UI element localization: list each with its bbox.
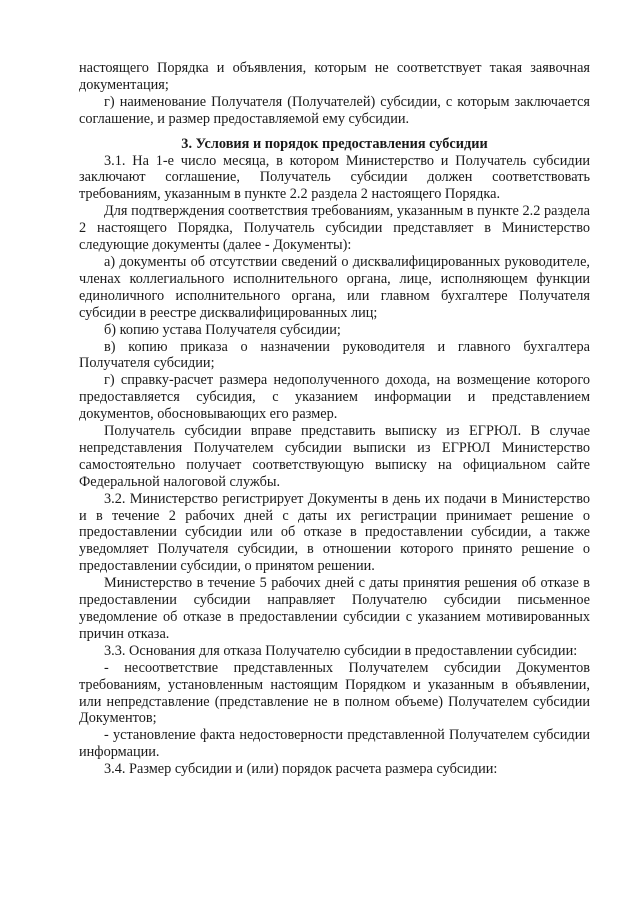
paragraph-prev-tail: настоящего Порядка и объявления, которым не соответствует такая заявочная документация; xyxy=(79,60,590,93)
paragraph-item-a: а) документы об отсутствии сведений о дисквалифицированных руководителе, членах коллегиального исполнительного органа, лице, исполняющем функции единоличного исполнительного органа, или главном бухгалтере Получателя субсидии в реестре дисквалифицированных лиц; xyxy=(79,253,590,321)
paragraph-3-1: 3.1. На 1-е число месяца, в котором Министерство и Получатель субсидии заключают соглашение, Получатель субсидии должен соответствовать требованиям, указанным в пункте 2.2 раздела 2 настоящего Порядка. xyxy=(79,152,590,203)
paragraph-refusal-notice: Министерство в течение 5 рабочих дней с даты принятия решения об отказе в предоставлении субсидии направляет Получателю субсидии письменное уведомление об отказе в предоставлении субсидии с указанием мотивированных причин отказа. xyxy=(79,575,590,642)
paragraph-3-3: 3.3. Основания для отказа Получателю субсидии в предоставлении субсидии: xyxy=(104,642,578,659)
paragraph-dash-1: - несоответствие представленных Получателем субсидии Документов требованиям, установленным настоящим Порядком и указанным в объявлении, или непредставление (представление не в полном объеме) Получателем субсидии Документов; xyxy=(79,659,590,727)
paragraph-item-v: в) копию приказа о назначении руководителя и главного бухгалтера Получателя субсидии; xyxy=(79,338,590,372)
paragraph-confirmation: Для подтверждения соответствия требованиям, указанным в пункте 2.2 раздела 2 настоящего Порядка, Получатель субсидии представляет в Министерство следующие документы (далее - Документы): xyxy=(79,203,590,254)
paragraph-item-g: г) справку-расчет размера недополученного дохода, на возмещение которого предоставляется субсидия, с указанием информации и представлением документов, обосновывающих его размер. xyxy=(79,372,590,423)
paragraph-item-g-recipient-name: г) наименование Получателя (Получателей) субсидии, с которым заключается соглашение, и размер предоставляемой ему субсидии. xyxy=(79,93,590,127)
paragraph-dash-2: - установление факта недостоверности представленной Получателем субсидии информации. xyxy=(79,727,590,761)
paragraph-egrul: Получатель субсидии вправе представить выписку из ЕГРЮЛ. В случае непредставления Получателем субсидии выписки из ЕГРЮЛ Министерство самостоятельно получает соответствующую выписку на официальном сайте Федеральной налоговой службы. xyxy=(79,423,590,490)
section-heading: 3. Условия и порядок предоставления субсидии xyxy=(181,135,488,152)
paragraph-3-2: 3.2. Министерство регистрирует Документы в день их подачи в Министерство и в течение 2 рабочих дней с даты их регистрации принимает решение о предоставлении субсидии или об отказе в предоставлении субсидии, а также уведомляет Получателя субсидии, в отношении которого принято решение о предоставлении субсидии, о принятом решении. xyxy=(79,490,590,575)
paragraph-3-4: 3.4. Размер субсидии и (или) порядок расчета размера субсидии: xyxy=(104,761,498,778)
document-body xyxy=(79,60,590,778)
paragraph-item-b: б) копию устава Получателя субсидии; xyxy=(104,321,341,338)
